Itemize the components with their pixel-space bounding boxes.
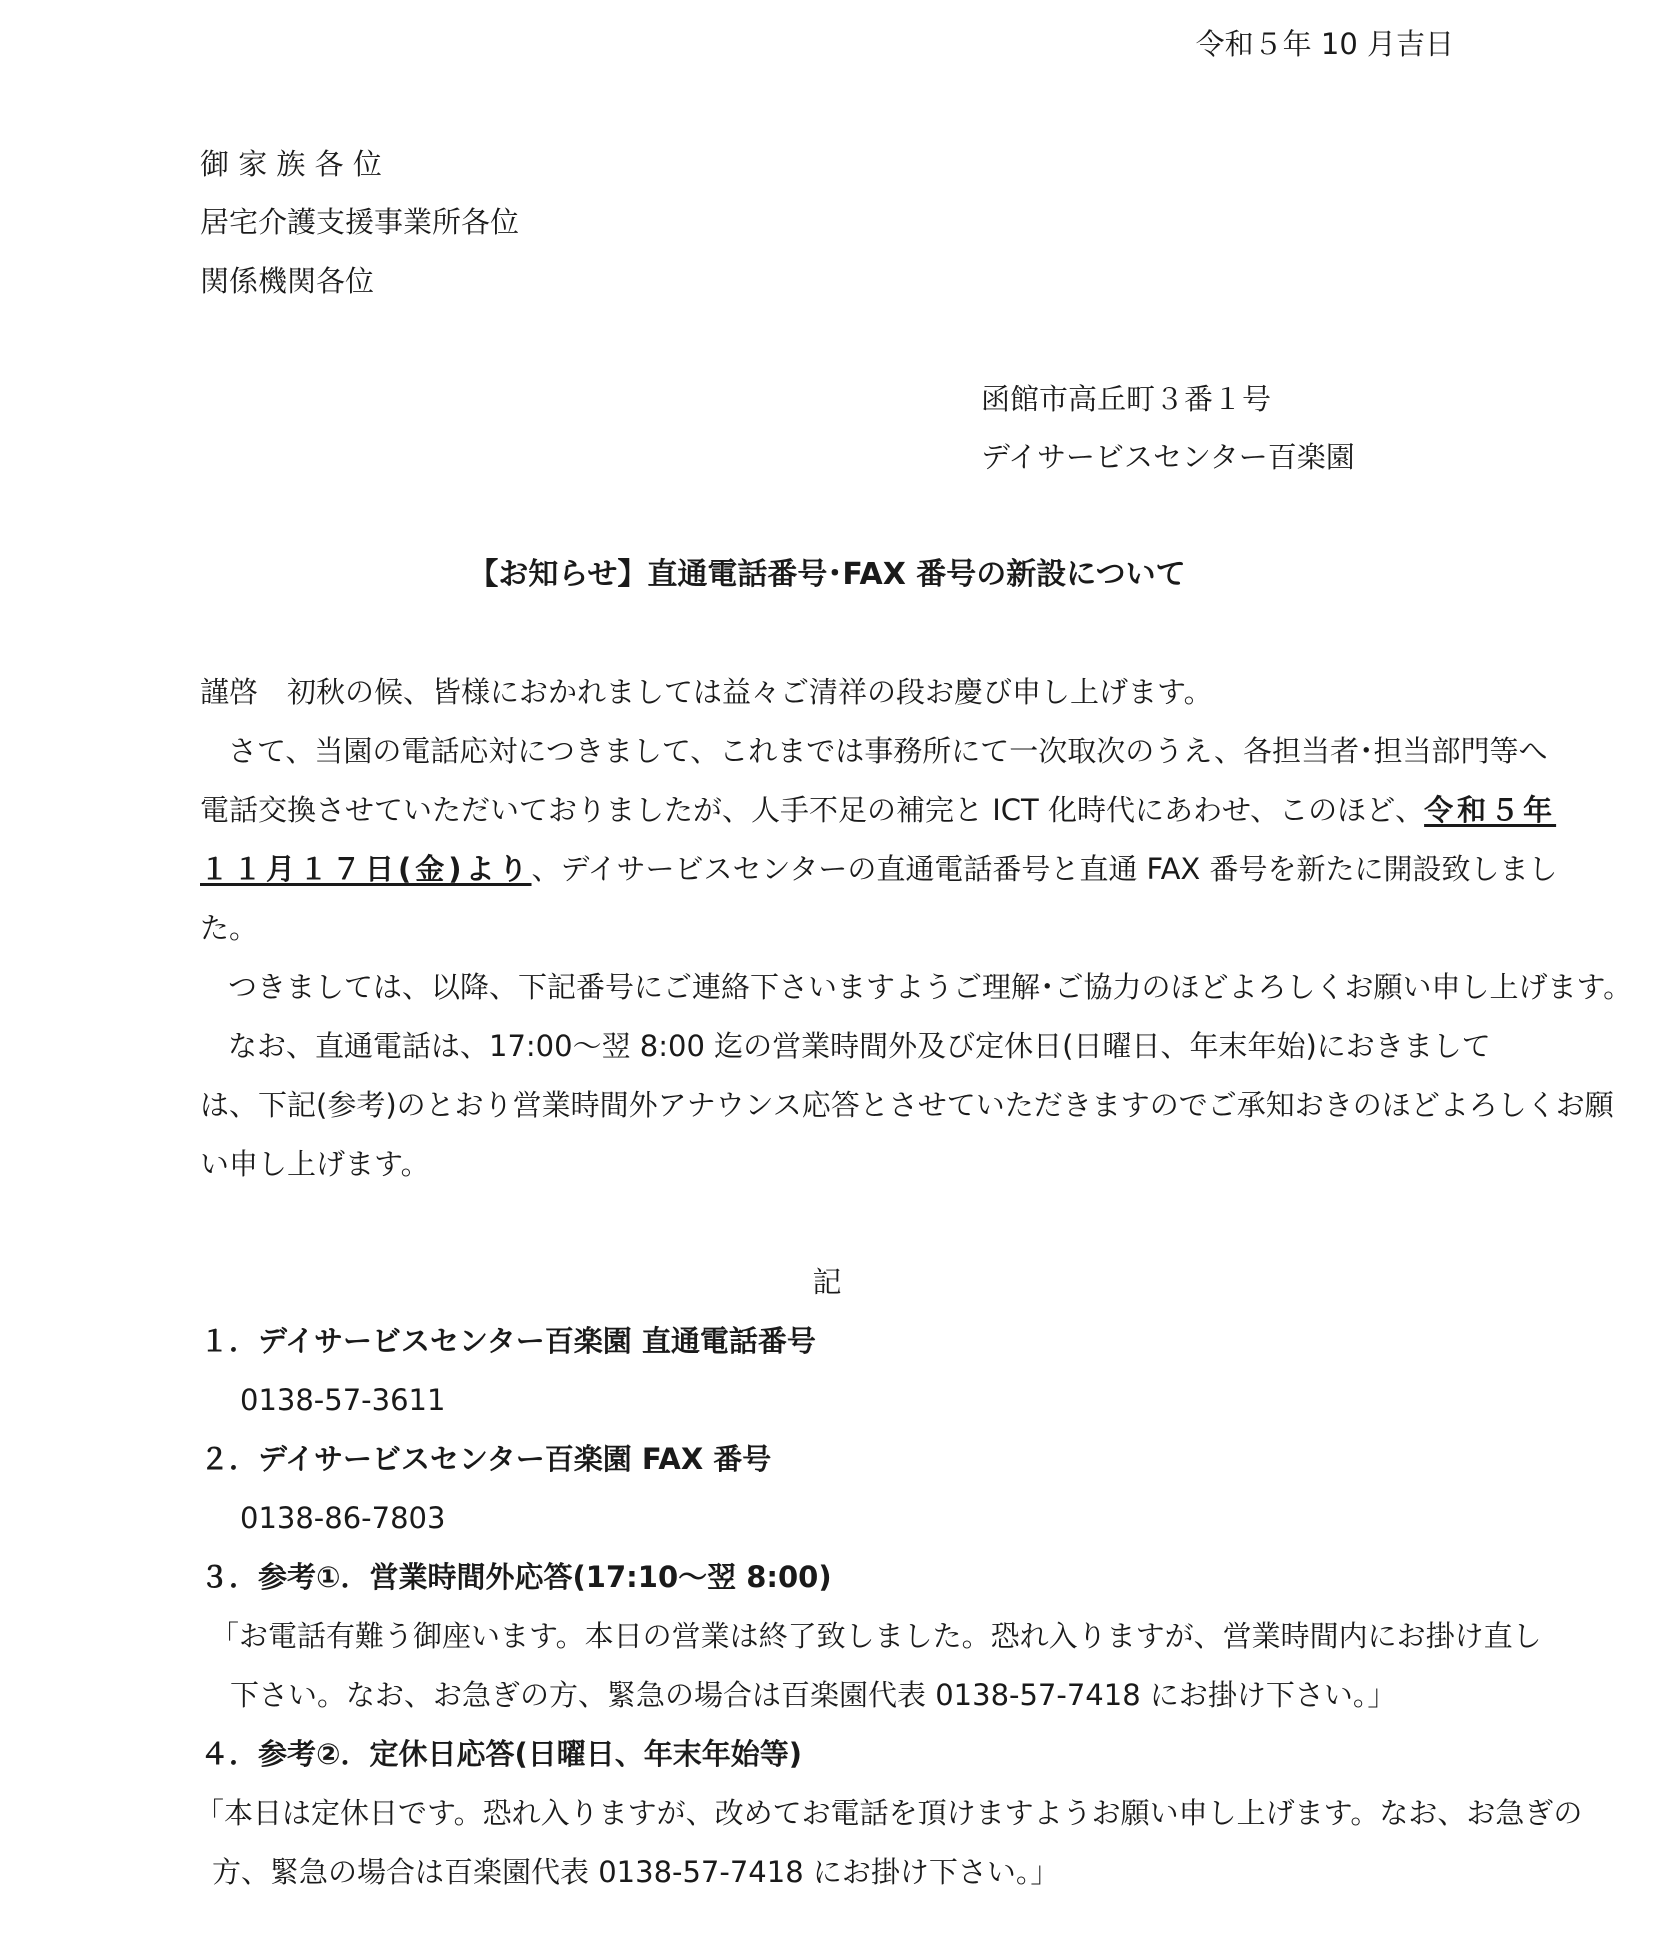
body-paragraph-2-line-4: た。: [200, 911, 259, 945]
item-3-message-line-2: 下さい。なお、お急ぎの方、緊急の場合は百楽園代表 0138-57-7418 にお掛け下さい。」: [230, 1678, 1397, 1712]
effective-date-emphasis: 令和５年: [1424, 793, 1557, 827]
item-2-fax: 0138-86-7803: [240, 1501, 446, 1535]
item-4-message-line-2: 方、緊急の場合は百楽園代表 0138-57-7418 にお掛け下さい。」: [212, 1855, 1060, 1889]
item-4-message-line-1: 「本日は定休日です。恐れ入りますが、改めてお電話を頂けますようお願い申し上げます。なお、お急ぎの: [195, 1796, 1583, 1830]
document-date: 令和５年 10 月吉日: [1195, 27, 1454, 61]
item-1-heading: １．デイサービスセンター百楽園 直通電話番号: [200, 1324, 816, 1358]
body-paragraph-2-line-2-text: 電話交換させていただいておりましたが、人手不足の補完と ICT 化時代にあわせ、このほど、: [200, 793, 1425, 827]
sender-name: デイサービスセンター百楽園: [981, 440, 1355, 474]
body-paragraph-2-line-3-text: 、デイサービスセンターの直通電話番号と直通 FAX 番号を新たに開設致しまし: [531, 852, 1558, 886]
greeting-line: 謹啓 初秋の候、皆様におかれましては益々ご清祥の段お慶び申し上げます。: [200, 675, 1213, 709]
document-title: 【お知らせ】直通電話番号･FAX 番号の新設について: [468, 557, 1186, 592]
body-paragraph-4-line-2: は、下記(参考)のとおり営業時間外アナウンス応答とさせていただきますのでご承知おきのほどよろしくお願: [200, 1088, 1614, 1122]
item-3-heading: ３．参考①．営業時間外応答(17:10～翌 8:00): [200, 1560, 832, 1594]
item-2-heading: ２．デイサービスセンター百楽園 FAX 番号: [200, 1442, 772, 1476]
body-paragraph-2-line-1: さて、当園の電話応対につきまして、これまでは事務所にて一次取次のうえ、各担当者･担当部門等へ: [228, 734, 1548, 768]
sender-address: 函館市高丘町３番１号: [981, 382, 1272, 416]
effective-date-emphasis-2: １１月１７日(金)より: [200, 852, 532, 886]
recipient-families: 御 家 族 各 位: [200, 147, 382, 181]
item-1-phone: 0138-57-3611: [240, 1383, 446, 1417]
recipient-care-offices: 居宅介護支援事業所各位: [200, 205, 520, 239]
item-4-heading: ４．参考②．定休日応答(日曜日、年末年始等): [200, 1737, 803, 1771]
recipient-agencies: 関係機関各位: [200, 264, 375, 298]
item-3-message-line-1: 「お電話有難う御座います。本日の営業は終了致しました。恐れ入りますが、営業時間内にお掛け直し: [210, 1619, 1542, 1653]
body-paragraph-2-line-3: [200, 852, 1558, 886]
body-paragraph-4-line-3: い申し上げます。: [200, 1147, 430, 1181]
body-paragraph-3: つきましては、以降、下記番号にご連絡下さいますようご理解･ご協力のほどよろしくお願い申し上げます。: [228, 970, 1633, 1004]
ki-marker: 記: [812, 1265, 842, 1299]
body-paragraph-4-line-1: なお、直通電話は、17:00～翌 8:00 迄の営業時間外及び定休日(日曜日、年末年始)におきまして: [228, 1029, 1491, 1063]
body-paragraph-2-line-2: [200, 793, 1557, 827]
